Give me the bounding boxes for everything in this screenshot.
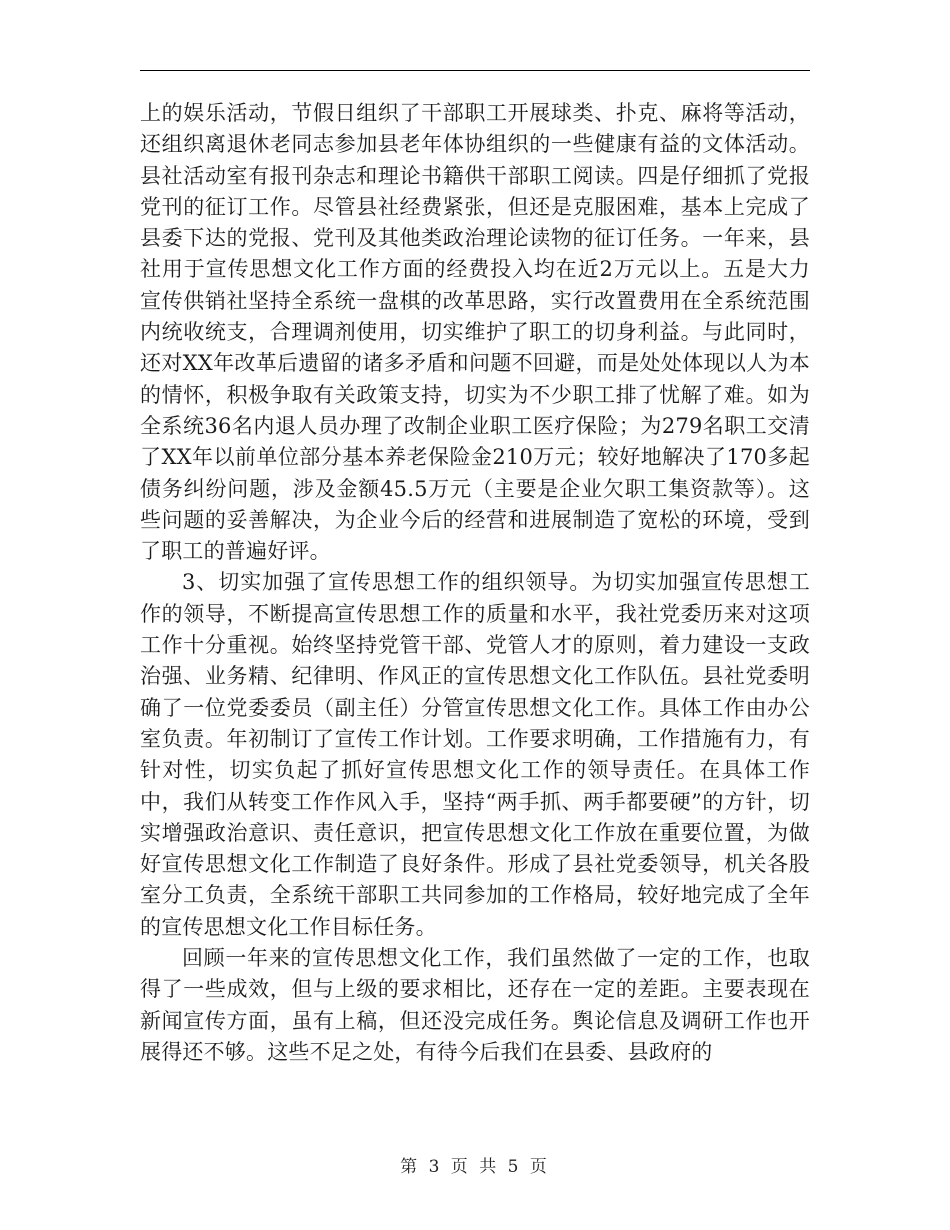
header-rule (140, 70, 810, 71)
paragraph-1: 上的娱乐活动，节假日组织了干部职工开展球类、扑克、麻将等活动，还组织离退休老同志参加县老年体协组织的一些健康有益的文体活动。县社活动室有报刊杂志和理论书籍供干部职工阅读。四是仔细抓了党报党刊的征订工作。尽管县社经费紧张，但还是克服困难，基本上完成了县委下达的党报、党刊及其他类政治理论读物的征订任务。一年来，县社用于宣传思想文化工作方面的经费投入均在近2万元以上。五是大力宣传供销社坚持全系统一盘棋的改革思路，实行改置费用在全系统范围内统收统支，合理调剂使用，切实维护了职工的切身利益。与此同时，还对XX年改革后遗留的诸多矛盾和问题不回避，而是处处体现以人为本的情怀，积极争取有关政策支持，切实为不少职工排了忧解了难。如为全系统36名内退人员办理了改制企业职工医疗保险；为279名职工交清了XX年以前单位部分基本养老保险金210万元；较好地解决了170多起债务纠纷问题，涉及金额45.5万元（主要是企业欠职工集资款等）。这些问题的妥善解决，为企业今后的经营和进展制造了宽松的环境，受到了职工的普遍好评。 (140, 101, 810, 564)
paragraph-2: 3、切实加强了宣传思想工作的组织领导。为切实加强宣传思想工作的领导，不断提高宣传思想工作的质量和水平，我社党委历来对这项工作十分重视。始终坚持党管干部、党管人才的原则，着力建设一支政治强、业务精、纪律明、作风正的宣传思想文化工作队伍。县社党委明确了一位党委委员（副主任）分管宣传思想文化工作。具体工作由办公室负责。年初制订了宣传工作计划。工作要求明确，工作措施有力，有针对性，切实负起了抓好宣传思想文化工作的领导责任。在具体工作中，我们从转变工作作风入手，坚持“两手抓、两手都要硬”的方针，切实增强政治意识、责任意识，把宣传思想文化工作放在重要位置，为做好宣传思想文化工作制造了良好条件。形成了县社党委领导，机关各股室分工负责，全系统干部职工共同参加的工作格局，较好地完成了全年的宣传思想文化工作目标任务。 (140, 570, 810, 939)
page-number: 第 3 页 共 5 页 (400, 1157, 550, 1177)
document-body (140, 98, 810, 1068)
paragraph-3: 回顾一年来的宣传思想文化工作，我们虽然做了一定的工作，也取得了一些成效，但与上级的要求相比，还存在一定的差距。主要表现在新闻宣传方面，虽有上稿，但还没完成任务。舆论信息及调研工作也开展得还不够。这些不足之处，有待今后我们在县委、县政府的 (140, 946, 810, 1064)
